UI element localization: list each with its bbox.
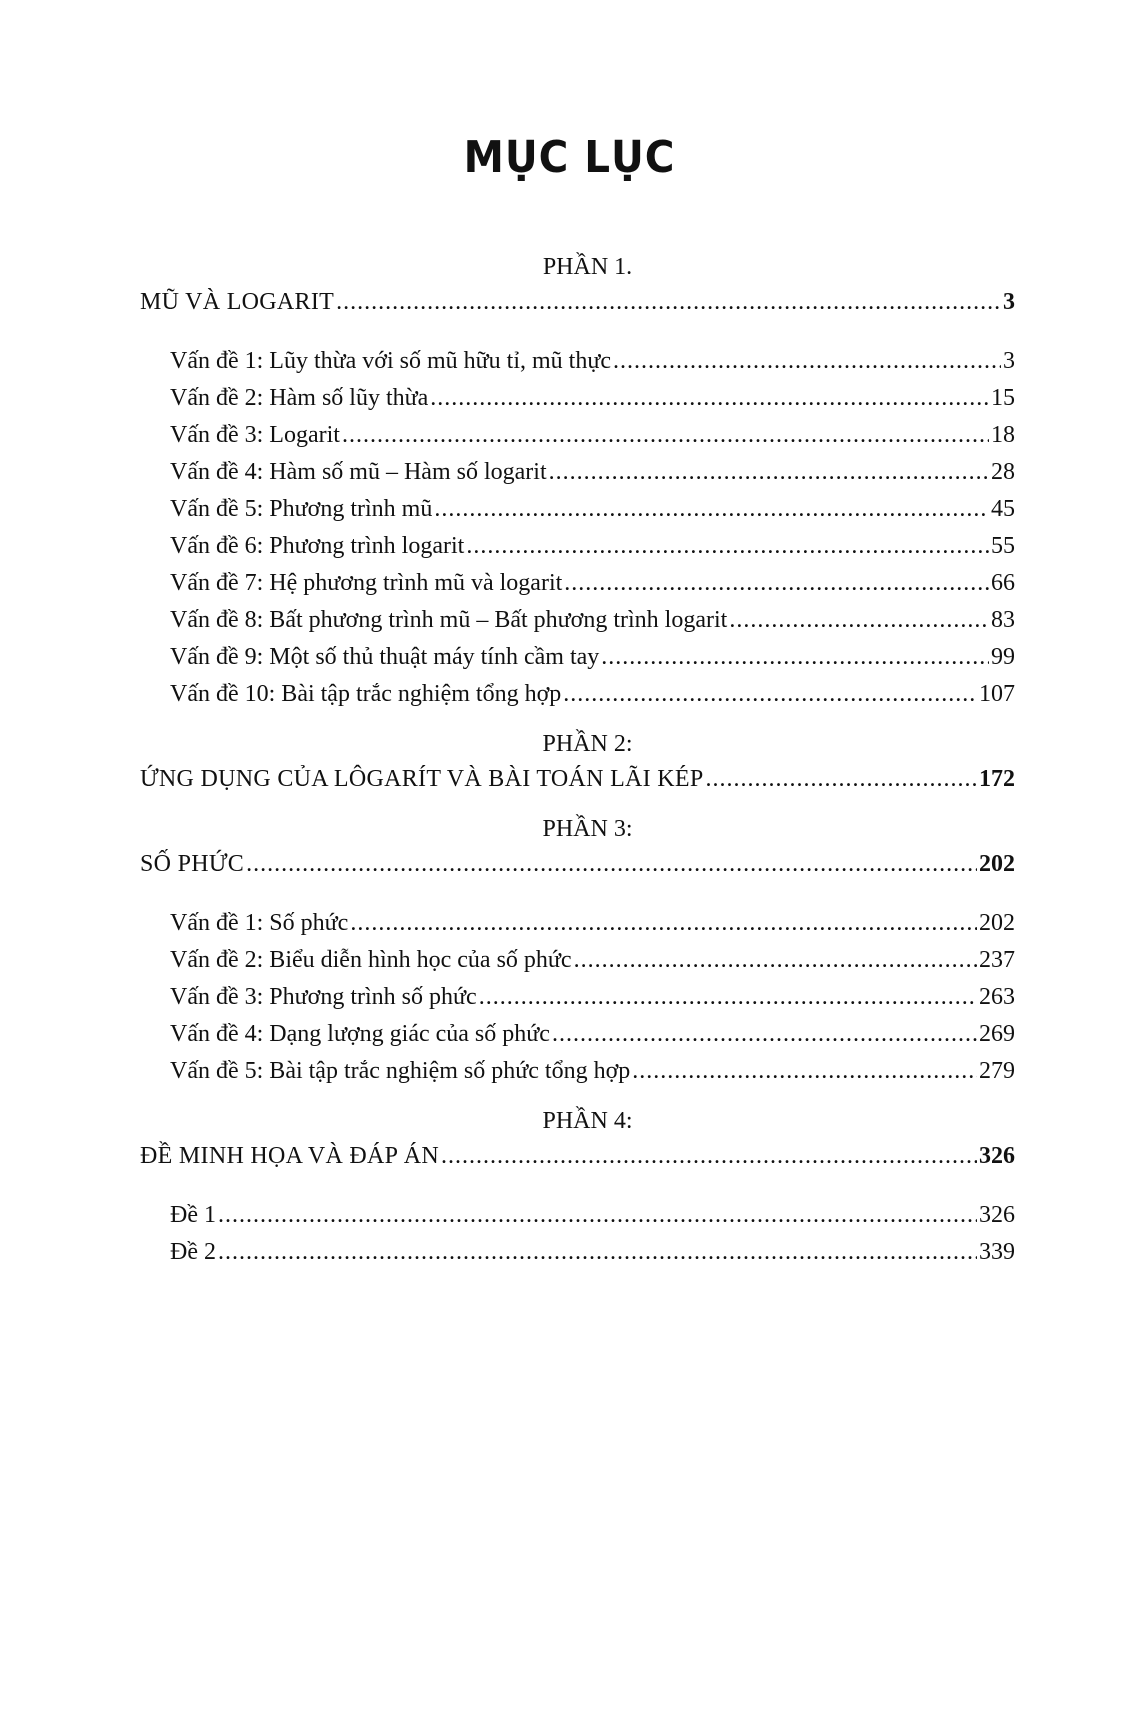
dot-leader	[563, 676, 977, 713]
page-number: 172	[979, 766, 1015, 792]
dot-leader	[342, 417, 989, 454]
entry-title: Vấn đề 5: Bài tập trắc nghiệm số phức tổng hợp	[170, 1058, 631, 1084]
part-heading-entry[interactable]	[140, 284, 1015, 321]
part-label: PHẦN 4:	[542, 1108, 633, 1134]
toc-entry[interactable]	[140, 602, 1015, 639]
page-number: 15	[991, 385, 1015, 411]
entry-title: Vấn đề 2: Hàm số lũy thừa	[170, 385, 429, 411]
page-number: 237	[979, 947, 1015, 973]
page-number: 202	[979, 910, 1015, 936]
page-number: 107	[979, 681, 1015, 707]
page-number: 326	[979, 1143, 1015, 1169]
part-heading-title: ĐỀ MINH HỌA VÀ ĐÁP ÁN	[140, 1143, 439, 1169]
page-number: 28	[991, 459, 1015, 485]
toc-entry[interactable]	[140, 417, 1015, 454]
page-number: 339	[979, 1239, 1015, 1265]
dot-leader	[574, 942, 977, 979]
table-of-contents	[140, 250, 1015, 1271]
dot-leader	[336, 284, 1001, 321]
toc-entry[interactable]	[140, 676, 1015, 713]
dot-leader	[430, 380, 989, 417]
toc-part	[140, 1090, 1015, 1271]
dot-leader	[218, 1234, 977, 1271]
toc-entry[interactable]	[140, 905, 1015, 942]
dot-leader	[441, 1138, 977, 1175]
entry-title: Vấn đề 2: Biểu diễn hình học của số phức	[170, 947, 572, 973]
dot-leader	[479, 979, 977, 1016]
page-number: 326	[979, 1202, 1015, 1228]
toc-entry[interactable]	[140, 1016, 1015, 1053]
dot-leader	[601, 639, 989, 676]
toc-entry[interactable]	[140, 454, 1015, 491]
dot-leader	[613, 343, 1001, 380]
dot-leader	[552, 1016, 977, 1053]
part-label: PHẦN 3:	[542, 816, 633, 842]
page-number: 55	[991, 533, 1015, 559]
dot-leader	[564, 565, 989, 602]
entry-title: Vấn đề 3: Phương trình số phức	[170, 984, 477, 1010]
part-heading-title: SỐ PHỨC	[140, 851, 245, 877]
toc-entry[interactable]	[140, 639, 1015, 676]
page-number: 279	[979, 1058, 1015, 1084]
page-number: 45	[991, 496, 1015, 522]
toc-entry[interactable]	[140, 1053, 1015, 1090]
toc-entry[interactable]	[140, 979, 1015, 1016]
toc-entry[interactable]	[140, 343, 1015, 380]
part-heading-title: ỨNG DỤNG CỦA LÔGARÍT VÀ BÀI TOÁN LÃI KÉP	[140, 766, 704, 792]
page-number: 202	[979, 851, 1015, 877]
page-number: 269	[979, 1021, 1015, 1047]
entry-title: Vấn đề 9: Một số thủ thuật máy tính cầm tay	[170, 644, 600, 670]
entry-title: Vấn đề 3: Logarit	[170, 422, 340, 448]
entry-title: Vấn đề 8: Bất phương trình mũ – Bất phương trình logarit	[170, 607, 728, 633]
dot-leader	[350, 905, 977, 942]
page-number: 83	[991, 607, 1015, 633]
toc-part	[140, 798, 1015, 1090]
toc-entry[interactable]	[140, 565, 1015, 602]
entry-title: Đề 2	[170, 1239, 216, 1265]
entry-title: Vấn đề 6: Phương trình logarit	[170, 533, 465, 559]
entry-title: Vấn đề 4: Hàm số mũ – Hàm số logarit	[170, 459, 547, 485]
toc-part	[140, 250, 1015, 713]
page-number: 66	[991, 570, 1015, 596]
page-number: 3	[1003, 289, 1015, 315]
entry-title: Vấn đề 7: Hệ phương trình mũ và logarit	[170, 570, 563, 596]
toc-entry[interactable]	[140, 1234, 1015, 1271]
dot-leader	[632, 1053, 977, 1090]
dot-leader	[466, 528, 989, 565]
toc-entry[interactable]	[140, 380, 1015, 417]
dot-leader	[246, 846, 977, 883]
entry-title: Vấn đề 4: Dạng lượng giác của số phức	[170, 1021, 550, 1047]
entry-title: Vấn đề 1: Số phức	[170, 910, 349, 936]
page-number: 263	[979, 984, 1015, 1010]
entry-title: Vấn đề 5: Phương trình mũ	[170, 496, 433, 522]
entry-title: Đề 1	[170, 1202, 216, 1228]
toc-entry[interactable]	[140, 942, 1015, 979]
part-label: PHẦN 1.	[542, 254, 633, 280]
part-heading-title: MŨ VÀ LOGARIT	[140, 289, 335, 315]
dot-leader	[706, 761, 977, 798]
dot-leader	[434, 491, 989, 528]
part-label: PHẦN 2:	[542, 731, 633, 757]
dot-leader	[729, 602, 989, 639]
page-number: 3	[1003, 348, 1015, 374]
toc-entry[interactable]	[140, 1197, 1015, 1234]
page-number: 18	[991, 422, 1015, 448]
part-heading-entry[interactable]	[140, 846, 1015, 883]
toc-entry[interactable]	[140, 528, 1015, 565]
entry-title: Vấn đề 10: Bài tập trắc nghiệm tổng hợp	[170, 681, 562, 707]
dot-leader	[549, 454, 989, 491]
part-heading-entry[interactable]	[140, 761, 1015, 798]
toc-entry[interactable]	[140, 491, 1015, 528]
part-heading-entry[interactable]	[140, 1138, 1015, 1175]
page-number: 99	[991, 644, 1015, 670]
dot-leader	[218, 1197, 977, 1234]
entry-title: Vấn đề 1: Lũy thừa với số mũ hữu tỉ, mũ thực	[170, 348, 611, 374]
toc-part	[140, 713, 1015, 798]
page-title: MỤC LỤC	[463, 132, 676, 183]
